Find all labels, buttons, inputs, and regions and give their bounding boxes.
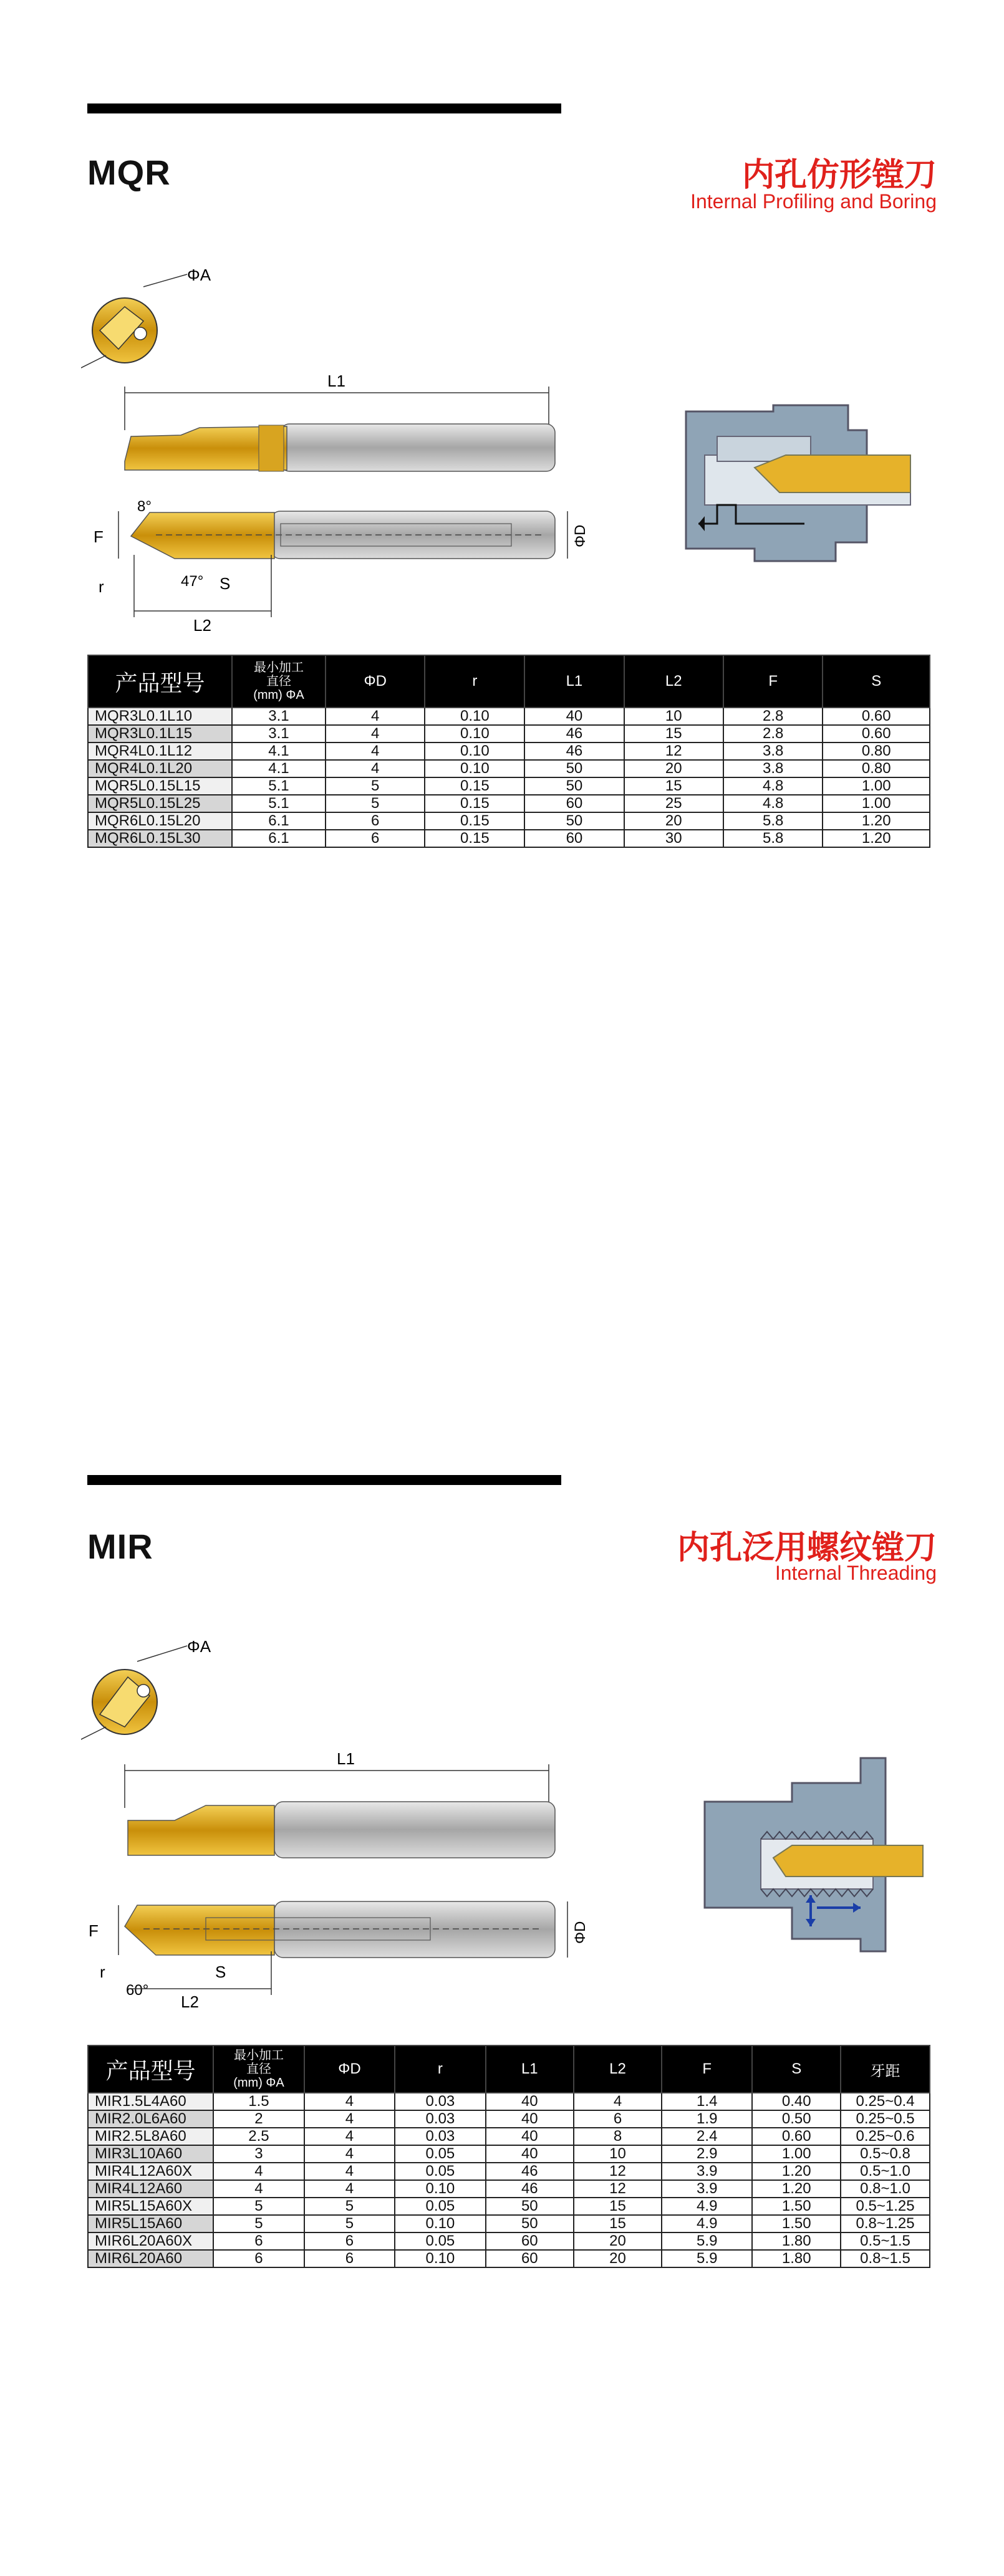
col-model: 产品型号: [88, 655, 232, 708]
cell-model: MIR1.5L4A60: [88, 2093, 213, 2110]
table-cell: 1.80: [752, 2232, 841, 2250]
table-cell: 5.8: [723, 812, 823, 830]
table-cell: 3.9: [662, 2180, 752, 2198]
table-cell: 6.1: [232, 830, 326, 847]
table-cell: 1.20: [823, 830, 930, 847]
table-cell: 20: [624, 812, 723, 830]
table-cell: 4.8: [723, 777, 823, 795]
table-cell: 6: [304, 2250, 395, 2267]
cell-model: MQR6L0.15L20: [88, 812, 232, 830]
col-pitch: 牙距: [841, 2045, 930, 2093]
table-cell: 0.15: [425, 830, 524, 847]
table-cell: 4.1: [232, 743, 326, 760]
tool-section-view: [131, 511, 555, 559]
table-row: [88, 2145, 930, 2163]
table-cell: 0.10: [395, 2250, 486, 2267]
table-cell: 5.8: [723, 830, 823, 847]
table-cell: 1.80: [752, 2250, 841, 2267]
col-F: F: [662, 2045, 752, 2093]
table-cell: 15: [574, 2198, 662, 2215]
table-cell: 1.50: [752, 2198, 841, 2215]
table-header-row: [88, 655, 930, 708]
table-cell: 4: [326, 743, 425, 760]
table-cell: 12: [574, 2163, 662, 2180]
table-cell: 0.80: [823, 760, 930, 777]
table-cell: 50: [524, 760, 624, 777]
table-cell: 0.10: [425, 760, 524, 777]
table-cell: 2: [213, 2110, 304, 2128]
label-angle-60: 60°: [126, 1982, 149, 1999]
table-cell: 0.60: [823, 708, 930, 725]
label-phiA: ΦA: [187, 266, 211, 284]
table-cell: 25: [624, 795, 723, 812]
table-cell: 0.03: [395, 2093, 486, 2110]
table-cell: 0.15: [425, 812, 524, 830]
table-cell: 5: [326, 795, 425, 812]
title-english: Internal Threading: [775, 1562, 937, 1584]
table-cell: 4: [304, 2163, 395, 2180]
title-chinese: 内孔泛用螺纹镗刀: [677, 1529, 937, 1567]
table-cell: 5.9: [662, 2250, 752, 2267]
table-cell: 1.20: [823, 812, 930, 830]
table-cell: 6: [326, 812, 425, 830]
table-cell: 40: [486, 2093, 574, 2110]
table-cell: 5: [304, 2215, 395, 2232]
table-cell: 4: [326, 760, 425, 777]
product-code: MQR: [87, 153, 171, 192]
table-cell: 40: [486, 2110, 574, 2128]
table-cell: 0.8~1.5: [841, 2250, 930, 2267]
spec-table-mir: [87, 2045, 930, 2268]
title-chinese: 内孔仿形镗刀: [741, 156, 937, 194]
cell-model: MIR4L12A60X: [88, 2163, 213, 2180]
table-cell: 0.15: [425, 795, 524, 812]
table-cell: 4: [213, 2163, 304, 2180]
cell-model: MIR6L20A60X: [88, 2232, 213, 2250]
label-S: S: [220, 574, 231, 593]
table-row: [88, 743, 930, 760]
table-cell: 60: [524, 795, 624, 812]
table-cell: 5: [326, 777, 425, 795]
table-cell: 4: [326, 725, 425, 743]
table-cell: 0.05: [395, 2163, 486, 2180]
table-cell: 0.10: [395, 2180, 486, 2198]
table-cell: 4: [304, 2145, 395, 2163]
table-cell: 30: [624, 830, 723, 847]
table-cell: 0.05: [395, 2232, 486, 2250]
table-cell: 1.20: [752, 2163, 841, 2180]
table-cell: 0.8~1.0: [841, 2180, 930, 2198]
table-cell: 0.5~1.5: [841, 2232, 930, 2250]
table-cell: 6: [574, 2110, 662, 2128]
table-cell: 5.1: [232, 795, 326, 812]
table-body: [88, 2093, 930, 2267]
table-cell: 50: [524, 812, 624, 830]
table-cell: 0.60: [823, 725, 930, 743]
table-cell: 12: [574, 2180, 662, 2198]
tool-drawing: [81, 262, 599, 636]
label-L1: L1: [327, 372, 345, 390]
end-view: [81, 266, 211, 371]
machining-illustration: [680, 399, 923, 574]
cell-model: MIR2.0L6A60: [88, 2110, 213, 2128]
table-cell: 4: [304, 2180, 395, 2198]
table-cell: 15: [624, 725, 723, 743]
table-cell: 1.20: [752, 2180, 841, 2198]
table-cell: 0.40: [752, 2093, 841, 2110]
table-cell: 0.10: [395, 2215, 486, 2232]
label-L2: L2: [181, 1992, 199, 2007]
table-row: [88, 795, 930, 812]
spec-table-mqr: [87, 655, 930, 848]
table-cell: 20: [574, 2250, 662, 2267]
label-angle-8: 8°: [137, 498, 152, 515]
tool-side-view: [128, 1802, 555, 1858]
col-L1: L1: [486, 2045, 574, 2093]
table-cell: 60: [486, 2250, 574, 2267]
table-cell: 4: [326, 708, 425, 725]
table-cell: 5.9: [662, 2232, 752, 2250]
table-cell: 6: [213, 2250, 304, 2267]
table-cell: 0.5~1.25: [841, 2198, 930, 2215]
label-r: r: [99, 577, 104, 596]
table-cell: 3.1: [232, 708, 326, 725]
table-cell: 4.9: [662, 2215, 752, 2232]
col-phiD: ΦD: [326, 655, 425, 708]
title-english: Internal Profiling and Boring: [690, 190, 937, 213]
table-cell: 60: [524, 830, 624, 847]
table-cell: 5: [304, 2198, 395, 2215]
table-cell: 5.1: [232, 777, 326, 795]
table-row: [88, 708, 930, 725]
cell-model: MIR3L10A60: [88, 2145, 213, 2163]
table-cell: 50: [486, 2215, 574, 2232]
table-cell: 1.5: [213, 2093, 304, 2110]
label-angle-47: 47°: [181, 573, 204, 590]
label-L2: L2: [193, 616, 211, 635]
table-cell: 1.00: [752, 2145, 841, 2163]
table-cell: 46: [524, 725, 624, 743]
table-cell: 0.03: [395, 2128, 486, 2145]
table-cell: 0.10: [425, 725, 524, 743]
section-divider: [87, 103, 561, 113]
table-cell: 6.1: [232, 812, 326, 830]
table-cell: 4: [304, 2093, 395, 2110]
cell-model: MQR4L0.1L12: [88, 743, 232, 760]
table-cell: 0.5~0.8: [841, 2145, 930, 2163]
table-row: [88, 777, 930, 795]
table-row: [88, 2093, 930, 2110]
table-cell: 0.05: [395, 2145, 486, 2163]
section-divider: [87, 1475, 561, 1485]
table-cell: 40: [486, 2145, 574, 2163]
table-header-row: [88, 2045, 930, 2093]
table-cell: 50: [524, 777, 624, 795]
col-model: 产品型号: [88, 2045, 213, 2093]
table-cell: 1.4: [662, 2093, 752, 2110]
col-r: r: [395, 2045, 486, 2093]
table-cell: 0.25~0.6: [841, 2128, 930, 2145]
table-row: [88, 2198, 930, 2215]
table-row: [88, 2128, 930, 2145]
table-row: [88, 725, 930, 743]
table-cell: 1.00: [823, 777, 930, 795]
table-cell: 15: [624, 777, 723, 795]
table-cell: 1.00: [823, 795, 930, 812]
table-cell: 2.8: [723, 725, 823, 743]
table-cell: 3.9: [662, 2163, 752, 2180]
table-cell: 0.10: [425, 708, 524, 725]
table-cell: 0.03: [395, 2110, 486, 2128]
cell-model: MQR5L0.15L25: [88, 795, 232, 812]
end-view: [81, 1637, 211, 1742]
table-cell: 4: [213, 2180, 304, 2198]
table-cell: 2.8: [723, 708, 823, 725]
cell-model: MIR5L15A60X: [88, 2198, 213, 2215]
table-cell: 40: [524, 708, 624, 725]
table-cell: 0.8~1.25: [841, 2215, 930, 2232]
col-min-diameter: 最小加工 直径 (mm) ΦA: [213, 2045, 304, 2093]
table-cell: 3.8: [723, 743, 823, 760]
label-L1: L1: [337, 1749, 355, 1768]
table-cell: 4.1: [232, 760, 326, 777]
table-cell: 10: [624, 708, 723, 725]
table-cell: 0.15: [425, 777, 524, 795]
table-cell: 4.8: [723, 795, 823, 812]
tool-section-view: [125, 1901, 555, 1958]
cell-model: MQR5L0.15L15: [88, 777, 232, 795]
table-cell: 0.25~0.5: [841, 2110, 930, 2128]
table-cell: 0.25~0.4: [841, 2093, 930, 2110]
table-cell: 4: [304, 2128, 395, 2145]
table-cell: 50: [486, 2198, 574, 2215]
table-cell: 8: [574, 2128, 662, 2145]
table-cell: 5: [213, 2198, 304, 2215]
label-F: F: [94, 527, 104, 546]
col-phiD: ΦD: [304, 2045, 395, 2093]
cell-model: MQR3L0.1L15: [88, 725, 232, 743]
table-cell: 3.1: [232, 725, 326, 743]
table-cell: 10: [574, 2145, 662, 2163]
table-cell: 1.9: [662, 2110, 752, 2128]
col-L2: L2: [624, 655, 723, 708]
table-row: [88, 830, 930, 847]
table-cell: 40: [486, 2128, 574, 2145]
col-L1: L1: [524, 655, 624, 708]
table-cell: 4.9: [662, 2198, 752, 2215]
table-cell: 2.9: [662, 2145, 752, 2163]
col-S: S: [823, 655, 930, 708]
table-cell: 2.4: [662, 2128, 752, 2145]
table-row: [88, 2163, 930, 2180]
label-F: F: [89, 1921, 99, 1940]
table-row: [88, 2232, 930, 2250]
cell-model: MQR6L0.15L30: [88, 830, 232, 847]
machining-illustration: [698, 1752, 935, 1964]
table-cell: 0.80: [823, 743, 930, 760]
tool-drawing: [81, 1633, 599, 2007]
table-cell: 2.5: [213, 2128, 304, 2145]
table-cell: 60: [486, 2232, 574, 2250]
col-F: F: [723, 655, 823, 708]
cell-model: MQR4L0.1L20: [88, 760, 232, 777]
table-cell: 1.50: [752, 2215, 841, 2232]
table-cell: 6: [213, 2232, 304, 2250]
cell-model: MIR4L12A60: [88, 2180, 213, 2198]
table-cell: 5: [213, 2215, 304, 2232]
col-r: r: [425, 655, 524, 708]
table-cell: 3.8: [723, 760, 823, 777]
table-row: [88, 2250, 930, 2267]
col-L2: L2: [574, 2045, 662, 2093]
table-row: [88, 2110, 930, 2128]
tool-side-view: [125, 424, 555, 471]
table-cell: 6: [304, 2232, 395, 2250]
table-cell: 46: [486, 2180, 574, 2198]
table-cell: 0.10: [425, 743, 524, 760]
table-row: [88, 2180, 930, 2198]
col-S: S: [752, 2045, 841, 2093]
table-row: [88, 812, 930, 830]
table-row: [88, 760, 930, 777]
table-cell: 15: [574, 2215, 662, 2232]
label-phiD: ΦD: [572, 1921, 589, 1944]
cell-model: MIR6L20A60: [88, 2250, 213, 2267]
table-cell: 12: [624, 743, 723, 760]
table-cell: 20: [574, 2232, 662, 2250]
label-S: S: [215, 1963, 226, 1981]
table-cell: 3: [213, 2145, 304, 2163]
table-cell: 46: [524, 743, 624, 760]
cell-model: MIR2.5L8A60: [88, 2128, 213, 2145]
table-cell: 20: [624, 760, 723, 777]
table-cell: 0.50: [752, 2110, 841, 2128]
label-phiD: ΦD: [572, 524, 589, 547]
table-cell: 0.05: [395, 2198, 486, 2215]
table-row: [88, 2215, 930, 2232]
table-cell: 4: [574, 2093, 662, 2110]
table-body: [88, 708, 930, 847]
cell-model: MQR3L0.1L10: [88, 708, 232, 725]
table-cell: 0.60: [752, 2128, 841, 2145]
table-cell: 0.5~1.0: [841, 2163, 930, 2180]
table-cell: 4: [304, 2110, 395, 2128]
label-r: r: [100, 1963, 105, 1981]
table-cell: 6: [326, 830, 425, 847]
label-phiA: ΦA: [187, 1637, 211, 1656]
cell-model: MIR5L15A60: [88, 2215, 213, 2232]
col-min-diameter: 最小加工 直径 (mm) ΦA: [232, 655, 326, 708]
product-code: MIR: [87, 1527, 153, 1566]
table-cell: 46: [486, 2163, 574, 2180]
